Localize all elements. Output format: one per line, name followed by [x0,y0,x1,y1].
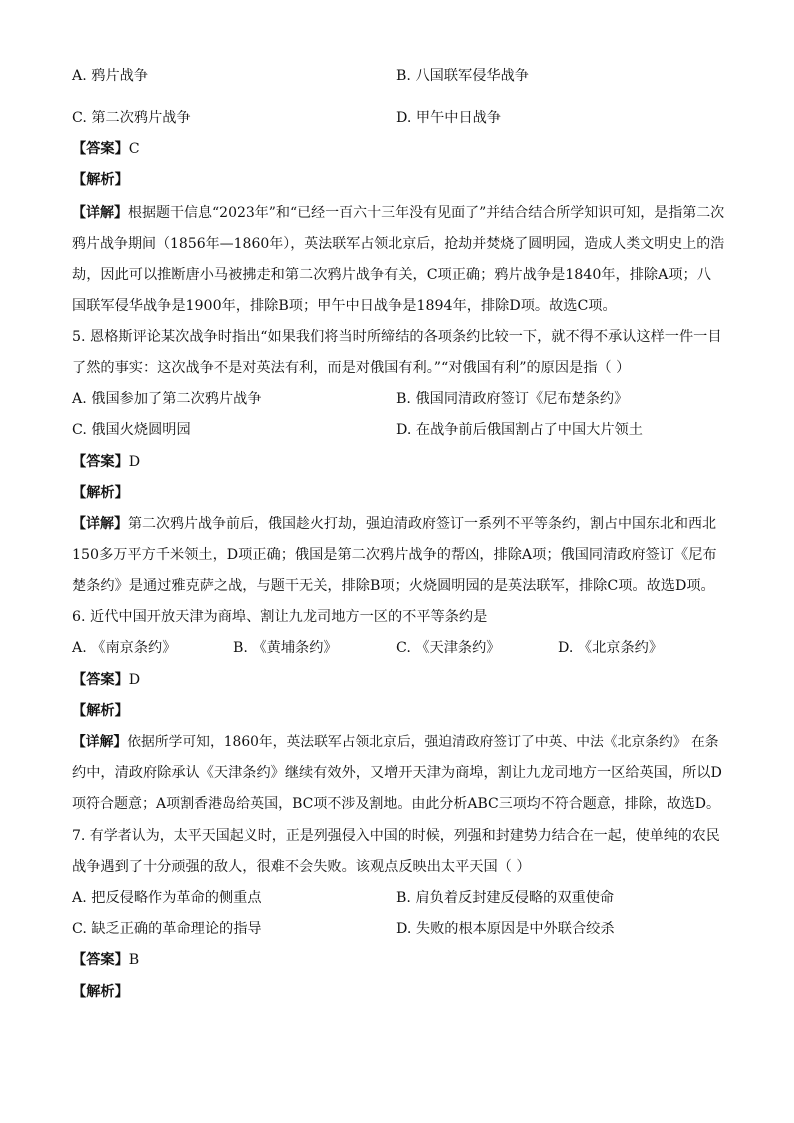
answer-label: 【答案】 [72,141,129,157]
q5-detail-line1 [72,514,716,534]
answer-value: C [128,141,140,157]
q4-analysis: 【解析】 [72,172,129,188]
q4-detail-line4: 国联军侵华战争是1900年，排除B项；甲午中日战争是1894年，排除D项。故选C项。 [72,298,617,314]
answer-label: 【答案】 [72,672,129,688]
q5-answer [72,452,140,472]
answer-label: 【答案】 [72,454,129,470]
detail-label: 【详解】 [72,205,128,221]
q6-stem: 6. 近代中国开放天津为商埠、割让九龙司地方一区的不平等条约是 [72,609,488,625]
q7-answer [72,950,139,970]
q6-option-d: D. 《北京条约》 [558,640,664,656]
analysis-label: 解析 [86,172,115,188]
q5-option-c: C. 俄国火烧圆明园 [72,422,191,438]
answer-label: 【答案】 [72,952,129,968]
answer-value: D [128,672,141,688]
q4-answer [72,139,140,159]
detail-text: 依据所学可知，1860年，英法联军占领北京后，强迫清政府签订了中英、中法《北京条约》 在条 [127,734,719,750]
q6-option-c: C. 《天津条约》 [396,640,501,656]
q5-detail-line2: 150多万平方千米领土，D项正确；俄国是第二次鸦片战争的帮凶，排除A项；俄国同清政府签订《尼布 [72,547,717,563]
q7-option-c: C. 缺乏正确的革命理论的指导 [72,921,262,937]
q7-stem-line2: 战争遇到了十分顽强的敌人，很难不会失败。该观点反映出太平天国（ ） [72,859,531,875]
detail-label: 【详解】 [72,516,128,532]
q6-detail-line1 [72,732,719,752]
q5-option-a: A. 俄国参加了第二次鸦片战争 [72,391,262,407]
q4-option-d: D. 甲午中日战争 [396,110,502,126]
q6-answer [72,670,140,690]
q6-option-a: A. 《南京条约》 [72,640,177,656]
q5-stem-line2: 了然的事实：这次战争不是对英法有利，而是对俄国有利。”“对俄国有利”的原因是指（ ） [72,360,631,376]
q7-option-b: B. 肩负着反封建反侵略的双重使命 [396,890,615,906]
q5-option-d: D. 在战争前后俄国割占了中国大片领土 [396,422,643,438]
q4-detail-line1 [72,203,724,223]
q6-option-b: B. 《黄埔条约》 [233,640,338,656]
q5-analysis: 【解析】 [72,485,129,501]
detail-text: 第二次鸦片战争前后，俄国趁火打劫，强迫清政府签订一系列不平等条约，割占中国东北和西北 [128,516,716,532]
q5-stem-line1: 5. 恩格斯评论某次战争时指出“如果我们将当时所缔结的各项条约比较一下，就不得不承认这样一件一目 [72,329,722,345]
q4-detail-line3: 劫，因此可以推断唐小马被拂走和第二次鸦片战争有关，C项正确；鸦片战争是1840年，排除A项；八 [72,267,711,283]
detail-label: 【详解】 [72,734,128,750]
answer-value: D [128,454,141,470]
q4-option-a: A. 鸦片战争 [72,68,149,84]
q6-detail-line3: 项符合题意；A项割香港岛给英国，BC项不涉及割地。由此分析ABC三项均不符合题意，排除，故选D。 [72,796,720,812]
analysis-label: 解析 [86,984,115,1000]
q4-option-b: B. 八国联军侵华战争 [396,68,529,84]
q5-option-b: B. 俄国同清政府签订《尼布楚条约》 [396,391,629,407]
q4-detail-line2: 鸦片战争期间（1856年—1860年），英法联军占领北京后，抢劫并焚烧了圆明园，造成人类文明史上的浩 [72,236,725,252]
answer-value: B [128,952,140,968]
q7-analysis: 【解析】 [72,984,129,1000]
analysis-label: 解析 [86,485,115,501]
detail-text: 根据题干信息“2023年”和“已经一百六十三年没有见面了”并结合结合所学知识可知，是指第二次 [128,205,725,221]
q7-option-a: A. 把反侵略作为革命的侧重点 [72,890,262,906]
q7-option-d: D. 失败的根本原因是中外联合绞杀 [396,921,615,937]
q6-analysis: 【解析】 [72,703,129,719]
analysis-label: 解析 [86,703,115,719]
q4-option-c: C. 第二次鸦片战争 [72,110,191,126]
q5-detail-line3: 楚条约》是通过雅克萨之战，与题干无关，排除B项；火烧圆明园的是英法联军，排除C项。故选D项。 [72,578,715,594]
q7-stem-line1: 7. 有学者认为，太平天国起义时，正是列强侵入中国的时候，列强和封建势力结合在一起，使单纯的农民 [72,828,720,844]
q6-detail-line2: 约中，清政府除承认《天津条约》继续有效外，又增开天津为商埠，割让九龙司地方一区给英国，所以D [72,765,722,781]
